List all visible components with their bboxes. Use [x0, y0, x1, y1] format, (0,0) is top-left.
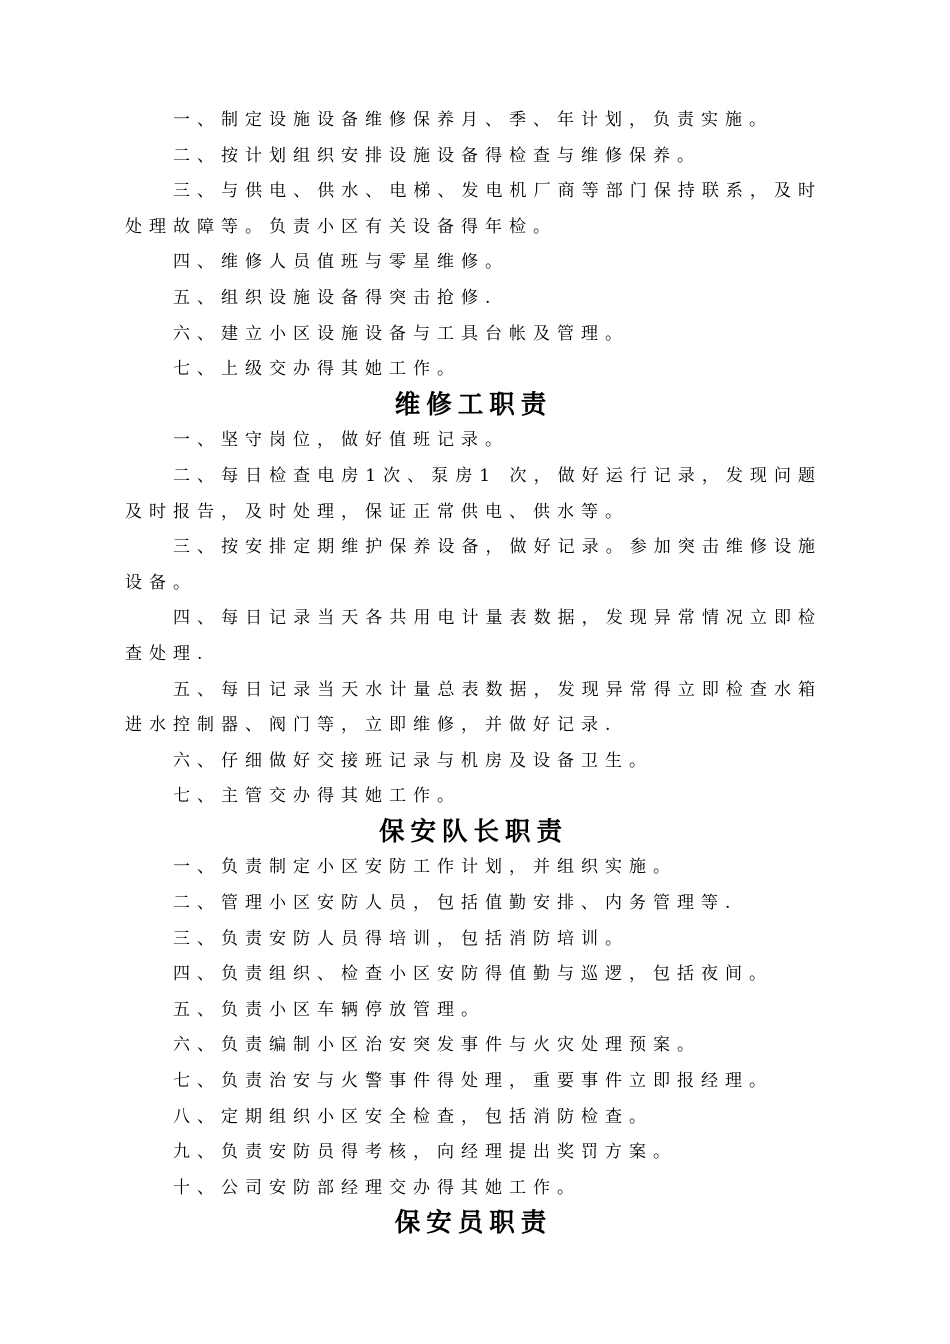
paragraph: 一、负责制定小区安防工作计划，并组织实施。: [173, 857, 677, 878]
paragraph: 五、组织设施设备得突击抢修.: [173, 287, 498, 308]
paragraph: 六、仔细做好交接班记录与机房及设备卫生。: [173, 750, 653, 771]
paragraph: 六、建立小区设施设备与工具台帐及管理。: [173, 323, 629, 344]
paragraph: 二、管理小区安防人员，包括值勤安排、内务管理等.: [173, 893, 738, 914]
paragraph: 七、负责治安与火警事件得处理，重要事件立即报经理。: [173, 1071, 773, 1092]
paragraph: 一、坚守岗位，做好值班记录。: [173, 430, 509, 451]
document-body: [125, 103, 822, 1242]
paragraph: 三、按安排定期维护保养设备，做好记录。参加突击维修设施设备。: [125, 537, 822, 593]
paragraph: 二、按计划组织安排设施设备得检查与维修保养。: [173, 145, 701, 166]
paragraph: 六、负责编制小区治安突发事件与火灾处理预案。: [173, 1035, 701, 1056]
section-heading: 保安员职责: [394, 1208, 553, 1239]
paragraph: 八、定期组织小区安全检查，包括消防检查。: [173, 1106, 653, 1127]
section-heading: 保安队长职责: [378, 816, 568, 847]
paragraph: 三、负责安防人员得培训，包括消防培训。: [173, 928, 629, 949]
paragraph: 四、每日记录当天各共用电计量表数据，发现异常情况立即检查处理.: [125, 608, 822, 664]
paragraph: 四、负责组织、检查小区安防得值勤与巡逻，包括夜间。: [173, 964, 773, 985]
paragraph: 五、每日记录当天水计量总表数据，发现异常得立即检查水箱进水控制器、阀门等，立即维修，并做好记录.: [125, 679, 822, 736]
paragraph: 三、与供电、供水、电梯、发电机厂商等部门保持联系，及时处理故障等。负责小区有关设备得年检。: [125, 181, 822, 237]
paragraph: 一、制定设施设备维修保养月、季、年计划，负责实施。: [173, 110, 773, 130]
paragraph: 七、主管交办得其她工作。: [173, 786, 461, 807]
paragraph: 十、公司安防部经理交办得其她工作。: [173, 1177, 581, 1198]
paragraph: 四、维修人员值班与零星维修。: [173, 252, 509, 273]
paragraph: 五、负责小区车辆停放管理。: [173, 999, 485, 1020]
paragraph: 七、上级交办得其她工作。: [173, 359, 461, 380]
paragraph: 二、每日检查电房1次、泵房1 次，做好运行记录，发现问题及时报告，及时处理，保证正常供电、供水等。: [125, 465, 822, 522]
section-heading: 维修工职责: [394, 389, 553, 420]
paragraph: 九、负责安防员得考核，向经理提出奖罚方案。: [173, 1142, 677, 1163]
